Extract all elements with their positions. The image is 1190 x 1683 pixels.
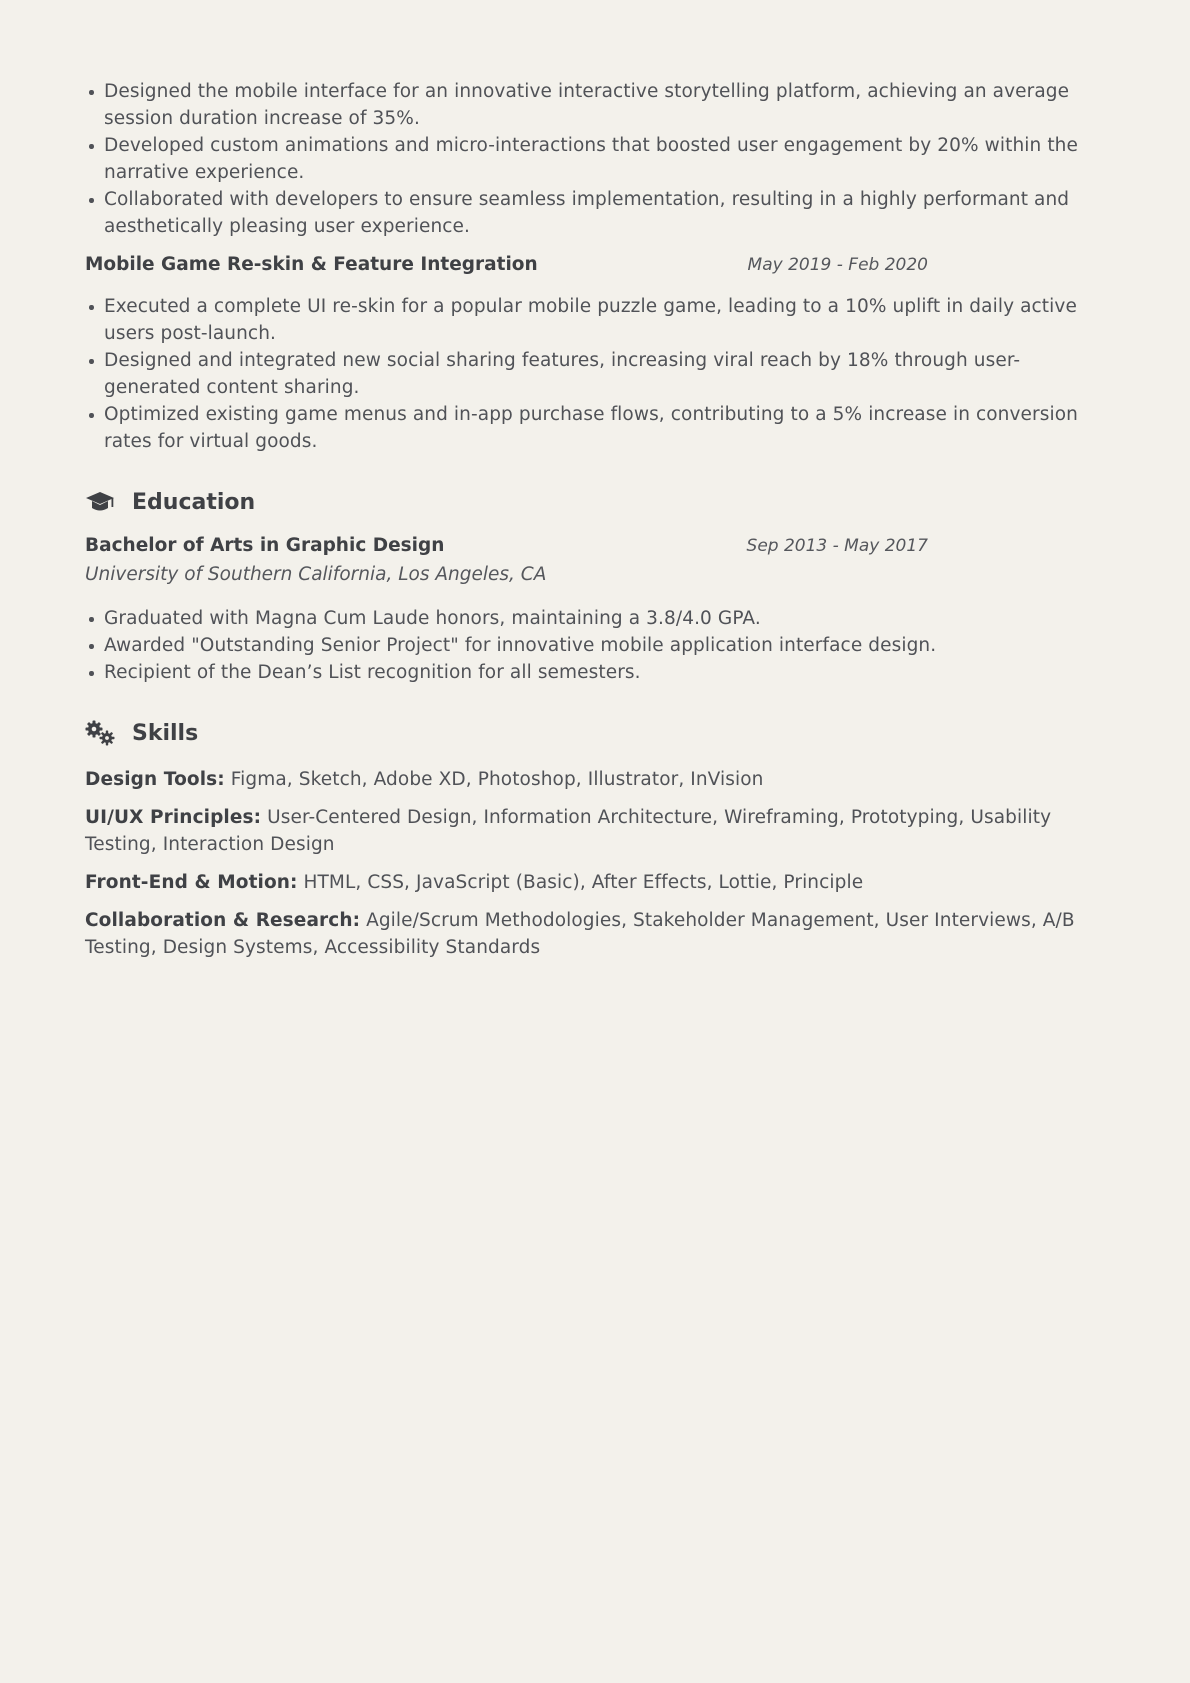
list-item: Collaborated with developers to ensure seamless implementation, resulting in a highly performant and aesthetically pleasing user experience. <box>104 186 1090 240</box>
education-section-header <box>85 489 1090 515</box>
list-item: Awarded "Outstanding Senior Project" for innovative mobile application interface design. <box>104 632 1090 659</box>
education-bullets <box>85 605 1090 686</box>
skill-value: Agile/Scrum Methodologies, Stakeholder Management, User Interviews, A/B Testing, Design Systems, Accessibility Standards <box>85 910 1075 958</box>
skill-row <box>85 907 1090 961</box>
project-title: Mobile Game Re-skin & Feature Integration <box>85 254 538 275</box>
institution: University of Southern California, Los Angeles, CA <box>85 564 547 585</box>
project-bullets <box>85 293 1090 455</box>
skill-label: Front-End & Motion: <box>85 872 298 893</box>
skill-value: User-Centered Design, Information Architecture, Wireframing, Prototyping, Usability Testing, Interaction Design <box>85 807 1052 855</box>
degree-title: Bachelor of Arts in Graphic Design <box>85 535 445 556</box>
list-item: Developed custom animations and micro-interactions that boosted user engagement by 20% within the narrative experience. <box>104 132 1090 186</box>
project-bullets <box>85 78 1090 240</box>
skill-value: HTML, CSS, JavaScript (Basic), After Effects, Lottie, Principle <box>303 872 864 893</box>
gears-icon <box>85 720 115 746</box>
skill-label: UI/UX Principles: <box>85 807 262 828</box>
section-title: Skills <box>132 720 199 746</box>
skill-label: Design Tools: <box>85 769 225 790</box>
list-item: Designed the mobile interface for an innovative interactive storytelling platform, achieving an average session duration increase of 35%. <box>104 78 1090 132</box>
skill-row <box>85 804 1090 858</box>
skills-section-header <box>85 720 1090 746</box>
list-item: Recipient of the Dean’s List recognition for all semesters. <box>104 659 1090 686</box>
project-date: May 2019 - Feb 2020 <box>747 255 928 275</box>
list-item: Executed a complete UI re-skin for a popular mobile puzzle game, leading to a 10% uplift in daily active users post-launch. <box>104 293 1090 347</box>
list-item: Graduated with Magna Cum Laude honors, maintaining a 3.8/4.0 GPA. <box>104 605 1090 632</box>
education-header <box>85 535 1090 556</box>
graduation-cap-icon <box>85 489 115 515</box>
skill-value: Figma, Sketch, Adobe XD, Photoshop, Illustrator, InVision <box>230 769 764 790</box>
skill-row <box>85 869 1090 896</box>
skill-row <box>85 766 1090 793</box>
project-header <box>85 254 1090 275</box>
education-date: Sep 2013 - May 2017 <box>746 536 928 556</box>
list-item: Designed and integrated new social sharing features, increasing viral reach by 18% through user-generated content sharing. <box>104 347 1090 401</box>
list-item: Optimized existing game menus and in-app purchase flows, contributing to a 5% increase in conversion rates for virtual goods. <box>104 401 1090 455</box>
skill-label: Collaboration & Research: <box>85 910 361 931</box>
section-title: Education <box>132 489 256 515</box>
